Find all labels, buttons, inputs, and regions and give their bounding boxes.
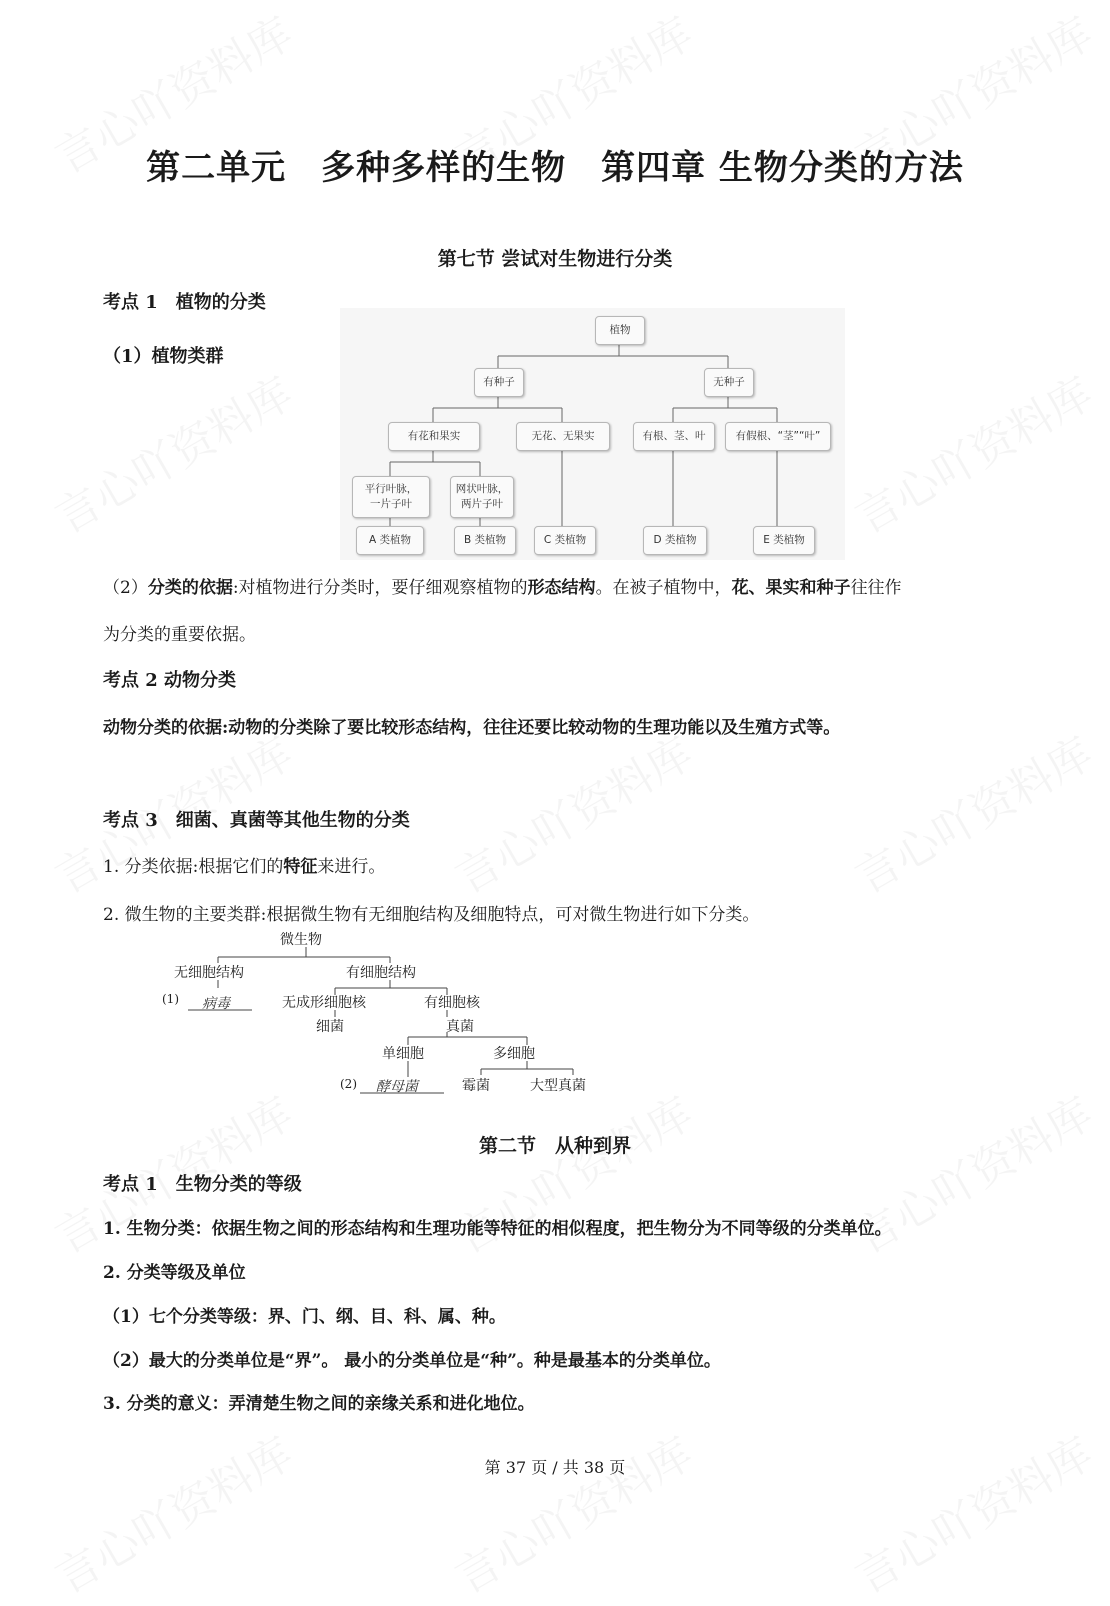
node-flower-fruit: 有花和果实 xyxy=(388,422,480,451)
point-heading: 考点 1 生物分类的等级 xyxy=(103,1174,302,1195)
node-class-b: B 类植物 xyxy=(454,526,516,555)
microbe-mold: 霉菌 xyxy=(462,1078,490,1094)
watermark xyxy=(42,358,303,545)
microbe-single-cell: 单细胞 xyxy=(382,1046,424,1062)
classification-basis-line2: 为分类的重要依据。 xyxy=(103,625,256,645)
section-heading: 第二节 从种到界 xyxy=(478,1135,631,1157)
section-heading: 第七节 尝试对生物进行分类 xyxy=(437,248,673,270)
plant-tree-diagram xyxy=(340,308,845,560)
node-net-vein-line1: 网状叶脉， xyxy=(455,483,509,495)
node-net-vein-line2: 两片子叶 xyxy=(461,498,503,510)
watermark xyxy=(842,358,1103,545)
watermark xyxy=(842,1418,1103,1605)
watermark xyxy=(842,718,1103,905)
animal-classification-text: 动物分类的依据:动物的分类除了要比较形态结构，往往还要比较动物的生理功能以及生殖方式等。 xyxy=(103,718,841,738)
point-heading: 考点 1 植物的分类 xyxy=(103,292,266,313)
microbe-multi-cell: 多细胞 xyxy=(493,1046,535,1062)
point-heading: 考点 3 细菌、真菌等其他生物的分类 xyxy=(103,810,410,831)
answer-yeast: 酵母菌 xyxy=(376,1079,418,1095)
microbe-no-nucleus: 无成形细胞核 xyxy=(282,995,366,1011)
node-false-root: 有假根、“茎”“叶” xyxy=(725,422,831,451)
microbe-nucleus: 有细胞核 xyxy=(424,995,480,1011)
node-parallel-vein-line2: 一片子叶 xyxy=(370,498,412,510)
microbe-tree-diagram xyxy=(150,925,620,1100)
page-number: 第 37 页 / 共 38 页 xyxy=(484,1458,626,1477)
subheading: （1）植物类群 xyxy=(103,346,224,367)
microbe-no-cell: 无细胞结构 xyxy=(174,965,244,981)
node-without-seed: 无种子 xyxy=(704,368,754,397)
microbe-groups: 2. 微生物的主要类群:根据微生物有无细胞结构及细胞特点，可对微生物进行如下分类。 xyxy=(103,905,760,925)
node-no-flower-fruit: 无花、无果实 xyxy=(516,422,610,451)
watermark xyxy=(442,718,703,905)
node-parallel-vein-line1: 平行叶脉， xyxy=(364,483,418,495)
point-heading: 考点 2 动物分类 xyxy=(103,670,237,691)
microbe-fungi: 真菌 xyxy=(446,1019,474,1035)
watermark xyxy=(442,1418,703,1605)
answer-virus: 病毒 xyxy=(202,996,230,1012)
microbe-basis: 1. 分类依据:根据它们的特征来进行。 xyxy=(103,857,386,877)
taxonomy-largest-smallest: （2）最大的分类单位是“界”。 最小的分类单位是“种”。种是最基本的分类单位。 xyxy=(103,1351,721,1371)
node-class-e: E 类植物 xyxy=(753,526,815,555)
node-net-vein xyxy=(450,476,514,518)
node-class-a: A 类植物 xyxy=(356,526,424,555)
node-class-d: D 类植物 xyxy=(643,526,707,555)
taxonomy-levels-heading: 2. 分类等级及单位 xyxy=(103,1263,246,1283)
microbe-root: 微生物 xyxy=(280,932,322,948)
microbe-mushroom: 大型真菌 xyxy=(530,1078,586,1094)
node-root-stem-leaf: 有根、茎、叶 xyxy=(633,422,715,451)
node-with-seed: 有种子 xyxy=(474,368,524,397)
watermark xyxy=(42,1418,303,1605)
taxonomy-meaning: 3. 分类的意义：弄清楚生物之间的亲缘关系和进化地位。 xyxy=(103,1394,535,1414)
node-plant: 植物 xyxy=(595,316,645,345)
classification-basis-line1: （2）分类的依据:对植物进行分类时，要仔细观察植物的形态结构。在被子植物中，花、果实和种子往往作 xyxy=(103,578,902,598)
page-title: 第二单元 多种多样的生物 第四章 生物分类的方法 xyxy=(146,148,964,188)
node-parallel-vein xyxy=(352,476,430,518)
taxonomy-definition: 1. 生物分类：依据生物之间的形态结构和生理功能等特征的相似程度，把生物分为不同等级的分类单位。 xyxy=(103,1219,892,1239)
microbe-bacteria: 细菌 xyxy=(316,1019,344,1035)
blank-label-2: (2) xyxy=(340,1077,357,1091)
blank-label-1: (1) xyxy=(162,992,179,1006)
microbe-has-cell: 有细胞结构 xyxy=(346,965,416,981)
node-class-c: C 类植物 xyxy=(534,526,596,555)
taxonomy-seven-levels: （1）七个分类等级：界、门、纲、目、科、属、种。 xyxy=(103,1307,506,1327)
